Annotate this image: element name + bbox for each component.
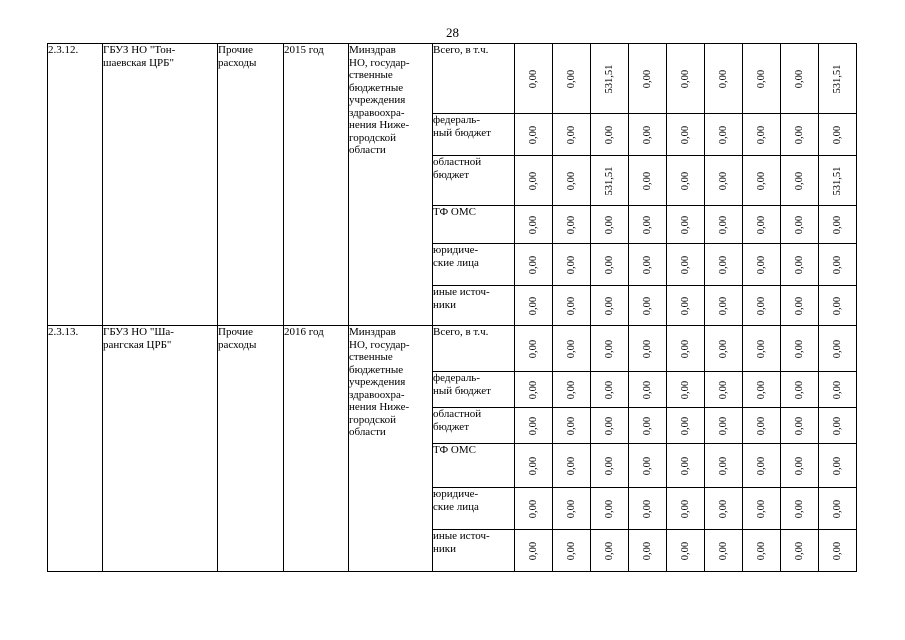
value-cell [743,156,781,206]
amount-value: 0,00 [831,296,843,315]
amount-value: 0,00 [717,380,729,399]
value-cell [553,44,591,114]
value-cell [667,488,705,530]
amount-value: 0,00 [565,255,577,274]
amount-value: 0,00 [527,296,539,315]
value-cell [515,44,553,114]
funding-source-cell [433,244,515,286]
value-cell [515,444,553,488]
value-cell [743,326,781,372]
value-cell [743,114,781,156]
amount-value: 0,00 [793,296,805,315]
amount-value: 0,00 [793,69,805,88]
value-cell [515,156,553,206]
value-cell [705,114,743,156]
amount-value: 0,00 [755,499,767,518]
funding-source: ТФ ОМС [433,206,476,218]
amount-value: 531,51 [831,64,843,93]
value-cell [629,488,667,530]
value-cell [591,408,629,444]
value-cell [819,530,857,572]
institution-name: ГБУЗ НО "Тон- шаевская ЦРБ" [103,44,176,69]
budget-table [47,43,857,572]
value-cell [553,114,591,156]
amount-value: 0,00 [527,416,539,435]
value-cell [591,326,629,372]
page-number: 28 [446,25,459,40]
amount-value: 0,00 [755,541,767,560]
amount-value: 0,00 [603,339,615,358]
value-cell [515,326,553,372]
value-cell [781,44,819,114]
value-cell [629,444,667,488]
amount-value: 0,00 [755,69,767,88]
value-cell [819,408,857,444]
value-cell [629,156,667,206]
table-row [48,326,857,372]
amount-value: 0,00 [793,456,805,475]
program-item-number-cell [48,44,103,326]
funding-source-cell [433,44,515,114]
amount-value: 0,00 [831,125,843,144]
value-cell [705,444,743,488]
amount-value: 531,51 [603,166,615,195]
amount-value: 0,00 [603,296,615,315]
amount-value: 0,00 [527,339,539,358]
value-cell [629,244,667,286]
value-cell [667,408,705,444]
amount-value: 0,00 [717,171,729,190]
value-cell [819,206,857,244]
amount-value: 0,00 [527,255,539,274]
value-cell [781,408,819,444]
amount-value: 0,00 [755,171,767,190]
value-cell [705,372,743,408]
executor-cell [349,326,433,572]
amount-value: 0,00 [641,69,653,88]
value-cell [515,408,553,444]
amount-value: 0,00 [565,125,577,144]
value-cell [553,206,591,244]
amount-value: 0,00 [831,215,843,234]
amount-value: 0,00 [717,296,729,315]
amount-value: 0,00 [831,380,843,399]
funding-source: федераль- ный бюджет [433,372,491,397]
amount-value: 0,00 [527,69,539,88]
amount-value: 0,00 [755,215,767,234]
amount-value: 0,00 [755,125,767,144]
value-cell [591,488,629,530]
funding-source: областной бюджет [433,156,482,181]
amount-value: 0,00 [565,171,577,190]
amount-value: 0,00 [641,416,653,435]
value-cell [629,326,667,372]
amount-value: 0,00 [831,339,843,358]
value-cell [781,444,819,488]
amount-value: 0,00 [793,339,805,358]
value-cell [667,44,705,114]
amount-value: 0,00 [679,416,691,435]
value-cell [667,244,705,286]
amount-value: 0,00 [679,171,691,190]
amount-value: 0,00 [717,541,729,560]
amount-value: 0,00 [641,215,653,234]
amount-value: 0,00 [641,339,653,358]
value-cell [591,530,629,572]
amount-value: 0,00 [679,380,691,399]
amount-value: 0,00 [793,255,805,274]
value-cell [705,156,743,206]
value-cell [591,244,629,286]
amount-value: 0,00 [679,339,691,358]
value-cell [819,244,857,286]
value-cell [553,156,591,206]
value-cell [705,206,743,244]
value-cell [743,286,781,326]
amount-value: 0,00 [679,255,691,274]
amount-value: 0,00 [603,499,615,518]
program-item-number: 2.3.13. [48,326,79,338]
funding-source: Всего, в т.ч. [433,326,489,338]
value-cell [591,114,629,156]
value-cell [743,206,781,244]
amount-value: 0,00 [793,380,805,399]
value-cell [705,326,743,372]
value-cell [553,408,591,444]
amount-value: 0,00 [603,215,615,234]
value-cell [781,156,819,206]
table-row [48,44,857,114]
funding-source: областной бюджет [433,408,482,433]
amount-value: 0,00 [641,380,653,399]
amount-value: 0,00 [679,69,691,88]
amount-value: 0,00 [831,416,843,435]
value-cell [667,114,705,156]
value-cell [629,206,667,244]
value-cell [629,530,667,572]
amount-value: 0,00 [793,125,805,144]
amount-value: 0,00 [565,380,577,399]
amount-value: 0,00 [527,171,539,190]
value-cell [515,488,553,530]
value-cell [705,286,743,326]
value-cell [781,244,819,286]
amount-value: 0,00 [679,499,691,518]
amount-value: 0,00 [831,456,843,475]
value-cell [743,444,781,488]
amount-value: 0,00 [793,171,805,190]
amount-value: 0,00 [793,499,805,518]
expense-type-cell [218,326,284,572]
amount-value: 0,00 [755,296,767,315]
value-cell [553,326,591,372]
value-cell [743,530,781,572]
value-cell [629,44,667,114]
value-cell [781,206,819,244]
amount-value: 0,00 [755,339,767,358]
amount-value: 0,00 [527,380,539,399]
amount-value: 0,00 [793,416,805,435]
value-cell [781,114,819,156]
value-cell [553,286,591,326]
amount-value: 0,00 [679,296,691,315]
funding-source-cell [433,286,515,326]
program-item-number-cell [48,326,103,572]
funding-source: иные источ- ники [433,530,490,555]
amount-value: 0,00 [565,339,577,358]
value-cell [591,286,629,326]
value-cell [515,530,553,572]
funding-source-cell [433,488,515,530]
amount-value: 0,00 [717,339,729,358]
value-cell [743,408,781,444]
value-cell [667,206,705,244]
amount-value: 0,00 [603,380,615,399]
funding-source: федераль- ный бюджет [433,114,491,139]
amount-value: 0,00 [755,456,767,475]
value-cell [629,286,667,326]
value-cell [743,488,781,530]
institution-name-cell [103,326,218,572]
value-cell [515,286,553,326]
amount-value: 0,00 [641,255,653,274]
value-cell [591,44,629,114]
value-cell [819,326,857,372]
amount-value: 0,00 [565,541,577,560]
amount-value: 0,00 [793,541,805,560]
funding-source: ТФ ОМС [433,444,476,456]
amount-value: 0,00 [641,296,653,315]
funding-source-cell [433,530,515,572]
amount-value: 0,00 [717,255,729,274]
amount-value: 0,00 [603,125,615,144]
value-cell [781,286,819,326]
year: 2016 год [284,326,324,338]
amount-value: 0,00 [717,69,729,88]
amount-value: 0,00 [679,125,691,144]
value-cell [705,530,743,572]
amount-value: 0,00 [641,171,653,190]
amount-value: 0,00 [717,125,729,144]
amount-value: 0,00 [565,215,577,234]
amount-value: 0,00 [641,499,653,518]
funding-source-cell [433,156,515,206]
expense-type: Прочие расходы [218,44,257,69]
amount-value: 0,00 [527,499,539,518]
executor: Минздрав НО, государ- ственные бюджетные учреждения здравоохра- нения Ниже- городской области [349,326,410,438]
value-cell [819,444,857,488]
amount-value: 0,00 [717,215,729,234]
funding-source-cell [433,114,515,156]
value-cell [819,488,857,530]
year-cell [284,44,349,326]
expense-type-cell [218,44,284,326]
value-cell [705,488,743,530]
value-cell [553,444,591,488]
value-cell [629,372,667,408]
value-cell [553,488,591,530]
funding-source: Всего, в т.ч. [433,44,489,56]
funding-source: иные источ- ники [433,286,490,311]
amount-value: 0,00 [527,456,539,475]
amount-value: 0,00 [603,416,615,435]
value-cell [819,372,857,408]
value-cell [743,44,781,114]
funding-source: юридиче- ские лица [433,244,479,269]
amount-value: 0,00 [679,215,691,234]
institution-name-cell [103,44,218,326]
amount-value: 0,00 [527,541,539,560]
amount-value: 531,51 [603,64,615,93]
funding-source-cell [433,326,515,372]
amount-value: 0,00 [831,255,843,274]
value-cell [781,372,819,408]
amount-value: 0,00 [755,416,767,435]
expense-type: Прочие расходы [218,326,257,351]
funding-source-cell [433,444,515,488]
amount-value: 0,00 [755,380,767,399]
value-cell [667,372,705,408]
amount-value: 0,00 [641,125,653,144]
amount-value: 0,00 [603,255,615,274]
executor: Минздрав НО, государ- ственные бюджетные учреждения здравоохра- нения Ниже- городской области [349,44,410,156]
value-cell [591,372,629,408]
funding-source-cell [433,372,515,408]
amount-value: 0,00 [717,499,729,518]
amount-value: 0,00 [565,456,577,475]
value-cell [819,44,857,114]
value-cell [781,530,819,572]
funding-source-cell [433,408,515,444]
value-cell [705,244,743,286]
amount-value: 0,00 [527,215,539,234]
funding-source-cell [433,206,515,244]
value-cell [743,372,781,408]
value-cell [591,156,629,206]
value-cell [781,326,819,372]
amount-value: 531,51 [831,166,843,195]
amount-value: 0,00 [831,541,843,560]
value-cell [819,286,857,326]
amount-value: 0,00 [717,456,729,475]
value-cell [591,206,629,244]
institution-name: ГБУЗ НО "Ша- рангская ЦРБ" [103,326,174,351]
value-cell [515,244,553,286]
amount-value: 0,00 [641,456,653,475]
amount-value: 0,00 [527,125,539,144]
value-cell [515,206,553,244]
value-cell [591,444,629,488]
value-cell [781,488,819,530]
amount-value: 0,00 [679,456,691,475]
value-cell [705,44,743,114]
value-cell [705,408,743,444]
amount-value: 0,00 [831,499,843,518]
value-cell [667,286,705,326]
value-cell [819,114,857,156]
program-item-number: 2.3.12. [48,44,79,56]
year: 2015 год [284,44,324,56]
value-cell [553,244,591,286]
amount-value: 0,00 [793,215,805,234]
value-cell [629,408,667,444]
amount-value: 0,00 [603,456,615,475]
amount-value: 0,00 [565,416,577,435]
amount-value: 0,00 [641,541,653,560]
value-cell [515,114,553,156]
value-cell [553,530,591,572]
amount-value: 0,00 [717,416,729,435]
value-cell [629,114,667,156]
value-cell [743,244,781,286]
amount-value: 0,00 [565,69,577,88]
year-cell [284,326,349,572]
amount-value: 0,00 [603,541,615,560]
value-cell [667,530,705,572]
amount-value: 0,00 [565,296,577,315]
amount-value: 0,00 [755,255,767,274]
value-cell [667,156,705,206]
value-cell [667,444,705,488]
value-cell [553,372,591,408]
value-cell [819,156,857,206]
value-cell [667,326,705,372]
executor-cell [349,44,433,326]
value-cell [515,372,553,408]
amount-value: 0,00 [565,499,577,518]
amount-value: 0,00 [679,541,691,560]
funding-source: юридиче- ские лица [433,488,479,513]
